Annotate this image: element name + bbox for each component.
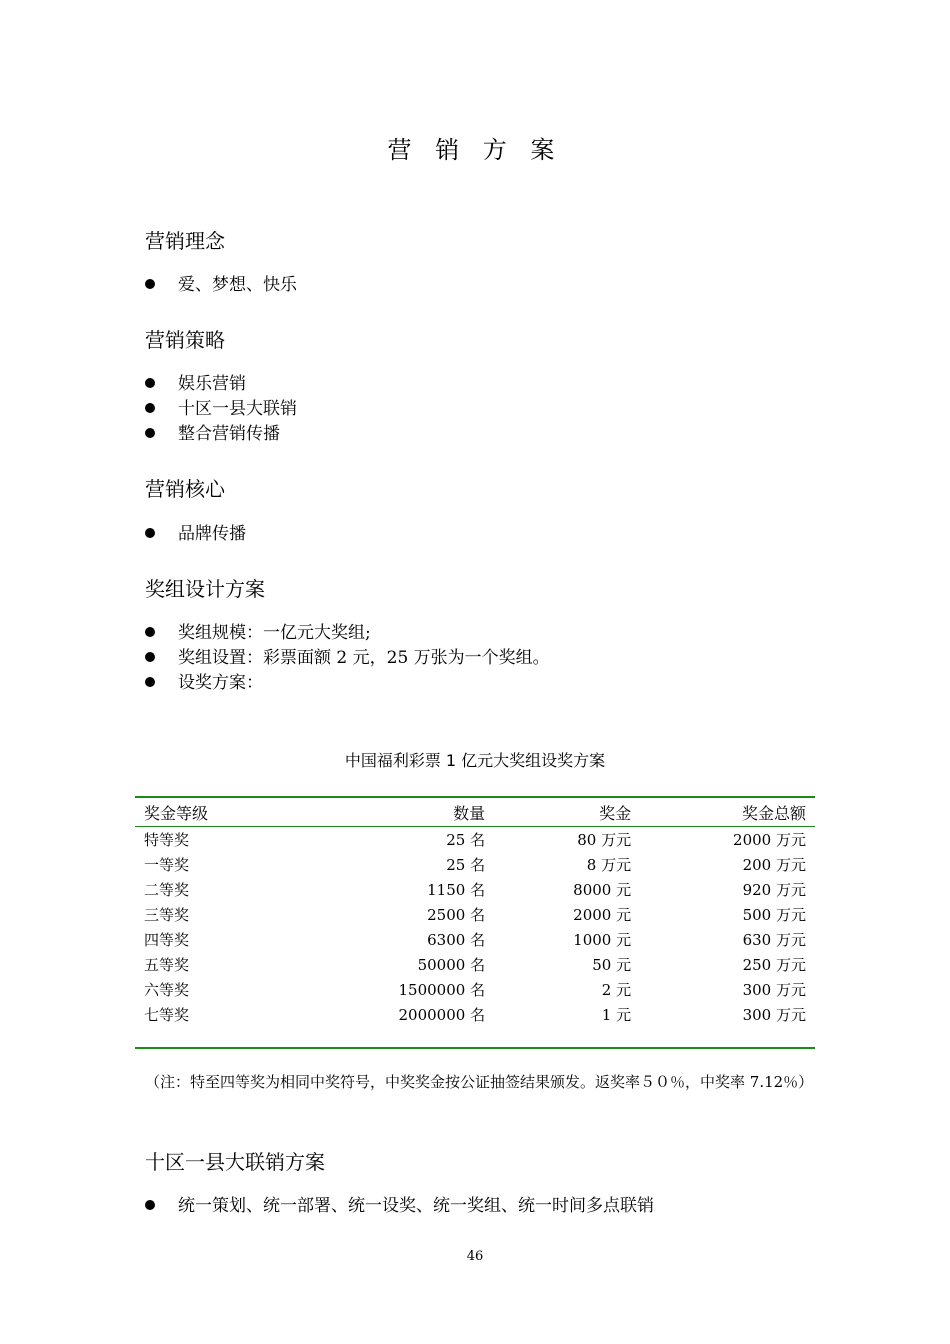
list-item [145, 397, 297, 422]
column-header: 奖金 [494, 797, 640, 827]
bullet-icon [145, 428, 155, 438]
table-cell: 1150 名 [427, 881, 486, 899]
table-row [135, 1002, 815, 1027]
list-item-text: 品牌传播 [178, 524, 246, 544]
table-cell: 500 万元 [742, 906, 806, 924]
table-cell: 50 元 [592, 956, 632, 974]
table-cell: 三等奖 [144, 906, 190, 924]
list-item [145, 273, 297, 298]
list-item [145, 646, 550, 671]
section-heading-joint-sales: 十区一县大联销方案 [145, 1150, 325, 1174]
table-cell: 二等奖 [144, 881, 190, 899]
table-row [135, 977, 815, 1002]
table-cell: 200 万元 [742, 856, 806, 874]
table-cell: 300 万元 [742, 1006, 806, 1024]
bullet-icon [145, 279, 155, 289]
list-item [145, 372, 246, 397]
list-item-text: 设奖方案： [178, 673, 263, 693]
table-header-row [135, 797, 815, 827]
table-cell: 80 万元 [577, 831, 632, 849]
page-title: 营 销 方 案 [387, 136, 563, 164]
list-item-text: 奖组规模：一亿元大奖组; [178, 623, 371, 643]
table-row [135, 877, 815, 902]
table-cell: 五等奖 [144, 956, 190, 974]
column-header: 奖金等级 [135, 797, 293, 827]
table-row [135, 827, 815, 853]
table-cell: 8 万元 [586, 856, 632, 874]
table-cell: 25 名 [446, 856, 486, 874]
table-cell: 一等奖 [144, 856, 190, 874]
list-item [145, 522, 246, 547]
section-heading-concept: 营销理念 [145, 229, 225, 253]
list-item-text: 爱、梦想、快乐 [178, 275, 297, 295]
table-cell: 2000 万元 [733, 831, 806, 849]
list-item-text: 整合营销传播 [178, 424, 280, 444]
list-item-text: 十区一县大联销 [178, 399, 297, 419]
column-header: 数量 [293, 797, 494, 827]
table-cell: 1000 元 [573, 931, 632, 949]
table-cell: 四等奖 [144, 931, 190, 949]
table-caption: 中国福利彩票 1 亿元大奖组设奖方案 [344, 751, 606, 770]
bullet-icon [145, 627, 155, 637]
list-item [145, 621, 371, 646]
table-cell: 630 万元 [742, 931, 806, 949]
table-bottom-rule [135, 1027, 815, 1048]
table-cell: 8000 元 [573, 881, 632, 899]
column-header: 奖金总额 [640, 797, 815, 827]
table-row [135, 852, 815, 877]
list-item [145, 1194, 654, 1219]
bullet-icon [145, 378, 155, 388]
section-heading-strategy: 营销策略 [145, 328, 225, 352]
table-cell: 2500 名 [427, 906, 486, 924]
table-cell: 920 万元 [742, 881, 806, 899]
table-cell: 1500000 名 [398, 981, 486, 999]
list-item-text: 奖组设置：彩票面额 2 元，25 万张为一个奖组。 [178, 648, 550, 668]
bullet-icon [145, 528, 155, 538]
bullet-icon [145, 677, 155, 687]
list-item-text: 娱乐营销 [178, 374, 246, 394]
table-cell: 250 万元 [742, 956, 806, 974]
table-cell: 50000 名 [417, 956, 486, 974]
table-cell: 2000 元 [573, 906, 632, 924]
list-item [145, 671, 263, 696]
table-row [135, 902, 815, 927]
table-note: （注：特至四等奖为相同中奖符号，中奖奖金按公证抽签结果颁发。返奖率５０％，中奖率 7.12％） [145, 1073, 814, 1091]
section-heading-prize-design: 奖组设计方案 [145, 577, 265, 601]
table-cell: 2 元 [601, 981, 632, 999]
bullet-icon [145, 403, 155, 413]
table-row [135, 927, 815, 952]
page-number: 46 [466, 1249, 484, 1264]
table-cell: 25 名 [446, 831, 486, 849]
table-cell: 特等奖 [144, 831, 190, 849]
table-cell: 七等奖 [144, 1006, 190, 1024]
list-item-text: 统一策划、统一部署、统一设奖、统一奖组、统一时间多点联销 [178, 1196, 654, 1216]
list-item [145, 422, 280, 447]
table-row [135, 952, 815, 977]
table-cell: 6300 名 [427, 931, 486, 949]
table-cell: 2000000 名 [398, 1006, 486, 1024]
prize-table [135, 796, 815, 1049]
table-cell: 300 万元 [742, 981, 806, 999]
section-heading-core: 营销核心 [145, 477, 225, 501]
bullet-icon [145, 652, 155, 662]
bullet-icon [145, 1200, 155, 1210]
table-cell: 1 元 [601, 1006, 632, 1024]
table-cell: 六等奖 [144, 981, 190, 999]
